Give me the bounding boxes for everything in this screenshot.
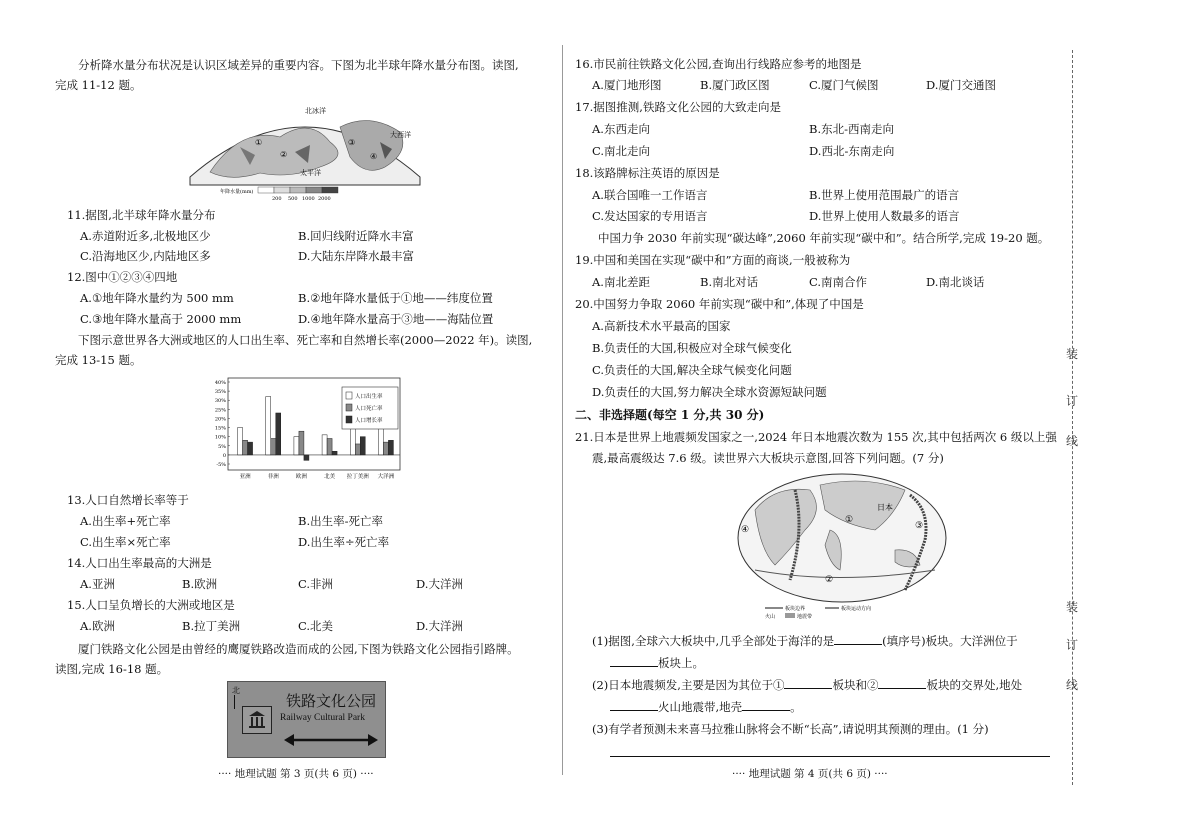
bar [360, 437, 365, 455]
category-label: 非洲 [267, 474, 279, 480]
q14-option-b[interactable]: B.欧洲 [182, 577, 218, 591]
map-label-arctic: 北冰洋 [305, 107, 326, 115]
bar [388, 440, 393, 455]
bar [327, 438, 332, 454]
q16-option-d[interactable]: D.厦门交通图 [926, 78, 996, 92]
column-divider [562, 45, 563, 775]
q15-option-b[interactable]: B.拉丁美洲 [182, 619, 241, 633]
y-tick-label: 35% [214, 389, 226, 396]
intro-text-11-12-cont: 完成 11-12 题。 [55, 78, 142, 92]
q12-option-b[interactable]: B.②地年降水量低于①地——纬度位置 [298, 291, 493, 305]
q12-option-c[interactable]: C.③地年降水量高于 2000 mm [80, 312, 242, 326]
map-label-1: ① [255, 138, 263, 147]
y-tick-label: 25% [214, 407, 226, 414]
bar [276, 413, 281, 455]
intro-text-13-15: 下图示意世界各大洲或地区的人口出生率、死亡率和自然增长率(2000—2022 年)。读图, [78, 333, 533, 347]
subquestion-2 [592, 676, 1022, 694]
subquestion-2-text5: 。 [790, 700, 802, 714]
legend-swatch [346, 416, 352, 423]
subquestion-2-cont [610, 698, 802, 716]
legend-label: 人口增长率 [355, 418, 383, 424]
plate-label-2: ② [825, 575, 834, 585]
bar [243, 440, 248, 455]
map-label-4: ④ [370, 152, 378, 161]
map-label-2: ② [280, 150, 288, 159]
bar [299, 431, 304, 455]
question-11: 11.据图,北半球年降水量分布 [67, 208, 216, 222]
q17-option-b[interactable]: B.东北-西南走向 [809, 122, 894, 136]
q18-option-b[interactable]: B.世界上使用范围最广的语言 [809, 188, 960, 202]
q17-option-c[interactable]: C.南北走向 [592, 144, 651, 158]
q19-option-d[interactable]: D.南北谈话 [926, 275, 985, 289]
bar [332, 451, 337, 455]
subquestion-2-text: (2)日本地震频发,主要是因为其位于① [592, 678, 785, 692]
q13-option-a[interactable]: A.出生率+死亡率 [80, 514, 171, 528]
q18-option-d[interactable]: D.世界上使用人数最多的语言 [809, 209, 960, 223]
q19-option-b[interactable]: B.南北对话 [700, 275, 759, 289]
legend-plate-boundary: 板块边界 [785, 606, 806, 612]
double-arrow-icon [284, 733, 378, 747]
answer-blank[interactable] [834, 633, 882, 645]
q11-option-a[interactable]: A.赤道附近多,北极地区少 [80, 229, 211, 243]
subquestion-1-text: (1)据图,全球六大板块中,几乎全部处于海洋的是 [592, 634, 835, 648]
world-plates-map [735, 470, 950, 620]
bar [322, 435, 327, 455]
y-tick-label: 15% [214, 425, 226, 432]
question-14: 14.人口出生率最高的大洲是 [67, 556, 212, 570]
plate-label-1: ① [845, 515, 854, 525]
q20-option-c[interactable]: C.负责任的大国,解决全球气候变化问题 [592, 363, 792, 377]
q16-option-c[interactable]: C.厦门气候图 [809, 78, 879, 92]
legend-value: 200 [272, 196, 282, 202]
museum-icon [242, 706, 272, 734]
bar [355, 444, 360, 455]
question-15: 15.人口呈负增长的大洲或地区是 [67, 598, 235, 612]
y-tick-label: -5% [216, 462, 226, 468]
binding-char: 线 [1066, 434, 1079, 448]
y-tick-label: 5% [218, 443, 226, 450]
y-tick-label: 40% [214, 380, 226, 386]
question-16: 16.市民前往铁路文化公园,查询出行线路应参考的地图是 [575, 57, 862, 71]
q13-option-c[interactable]: C.出生率×死亡率 [80, 535, 171, 549]
y-tick-label: 0 [222, 452, 226, 459]
q14-option-d[interactable]: D.大洋洲 [416, 577, 463, 591]
subquestion-2-text3: 板块的交界处,地处 [926, 678, 1023, 692]
q14-option-a[interactable]: A.亚洲 [80, 577, 115, 591]
q13-option-b[interactable]: B.出生率-死亡率 [298, 514, 383, 528]
page-footer-right: ···· 地理试题 第 4 页(共 6 页) ···· [732, 768, 888, 780]
answer-blank[interactable] [610, 655, 658, 667]
bar [294, 437, 299, 455]
q20-option-d[interactable]: D.负责任的大国,努力解决全球水资源短缺问题 [592, 385, 827, 399]
population-bar-chart [205, 373, 405, 485]
map-label-3: ③ [348, 138, 356, 147]
map-label-atlantic: 大西洋 [390, 131, 411, 139]
legend-swatch [346, 404, 352, 411]
binding-char: 装 [1066, 347, 1079, 361]
answer-blank[interactable] [784, 677, 832, 689]
subquestion-1-cont [610, 654, 704, 672]
q17-option-a[interactable]: A.东西走向 [592, 122, 650, 136]
q11-option-c[interactable]: C.沿海地区少,内陆地区多 [80, 249, 211, 263]
bar [248, 442, 253, 455]
plate-label-3: ③ [915, 521, 924, 531]
legend-volcano: 火山 [765, 614, 776, 620]
category-label: 拉丁美洲 [346, 474, 369, 480]
subquestion-2-text4: 火山地震带,地壳 [658, 700, 743, 714]
q13-option-d[interactable]: D.出生率÷死亡率 [298, 535, 390, 549]
subquestion-2-text2: 板块和② [832, 678, 879, 692]
category-label: 欧洲 [295, 474, 307, 480]
bar [378, 428, 383, 455]
q15-option-c[interactable]: C.北美 [298, 619, 334, 633]
legend-label: 人口出生率 [355, 394, 383, 400]
answer-blank[interactable] [742, 699, 790, 711]
north-arrow-label: 北 [232, 686, 240, 695]
binding-char: 订 [1066, 638, 1079, 652]
intro-text-19-20: 中国力争 2030 年前实现“碳达峰”,2060 年前实现“碳中和”。结合所学,完成 19-20 题。 [598, 231, 1050, 245]
intro-text-13-15-cont: 完成 13-15 题。 [55, 353, 142, 367]
answer-blank[interactable] [610, 699, 658, 711]
subquestion-1 [592, 632, 1018, 650]
page-footer-left: ···· 地理试题 第 3 页(共 6 页) ···· [218, 768, 374, 780]
bar [383, 442, 388, 455]
answer-line[interactable] [610, 756, 1050, 757]
map-label-japan: 日本 [877, 503, 893, 512]
q16-option-b[interactable]: B.厦门政区图 [700, 78, 770, 92]
answer-blank[interactable] [878, 677, 926, 689]
binding-char: 线 [1066, 678, 1079, 692]
question-13: 13.人口自然增长率等于 [67, 493, 189, 507]
category-label: 北美 [324, 474, 336, 480]
q15-option-d[interactable]: D.大洋洲 [416, 619, 463, 633]
map-label-pacific: 太平洋 [300, 169, 321, 177]
legend-value: 2000 [318, 196, 331, 202]
plate-label-4: ④ [741, 525, 750, 535]
binding-char: 装 [1066, 600, 1079, 614]
intro-text-11-12: 分析降水量分布状况是认识区域差异的重要内容。下图为北半球年降水量分布图。读图, [78, 58, 519, 72]
bar [238, 428, 243, 455]
subquestion-1-text3: 板块上。 [658, 656, 704, 670]
q20-option-a[interactable]: A.高新技术水平最高的国家 [592, 319, 731, 333]
y-tick-label: 20% [214, 416, 226, 423]
bar [350, 426, 355, 455]
question-21-cont: 震,最高震级达 7.6 级。读世界六大板块示意图,回答下列问题。(7 分) [592, 451, 944, 465]
category-label: 亚洲 [239, 474, 251, 480]
q18-option-c[interactable]: C.发达国家的专用语言 [592, 209, 708, 223]
q18-option-a[interactable]: A.联合国唯一工作语言 [592, 188, 708, 202]
y-tick-label: 10% [214, 434, 226, 441]
q19-option-a[interactable]: A.南北差距 [592, 275, 650, 289]
intro-text-16-18-cont: 读图,完成 16-18 题。 [55, 662, 169, 676]
bar [304, 455, 309, 460]
north-arrow-icon [234, 695, 235, 709]
question-18: 18.该路牌标注英语的原因是 [575, 166, 720, 180]
intro-text-16-18: 厦门铁路文化公园是由曾经的鹰厦铁路改造而成的公园,下图为铁路文化公园指引路牌。 [78, 642, 519, 656]
category-label: 大洋洲 [377, 474, 395, 480]
legend-label: 人口死亡率 [355, 406, 383, 412]
legend-value: 1000 [302, 196, 315, 202]
q12-option-d[interactable]: D.④地年降水量高于③地——海陆位置 [298, 312, 494, 326]
legend-swatch [346, 392, 352, 399]
q11-option-d[interactable]: D.大陆东岸降水最丰富 [298, 249, 414, 263]
legend-plate-motion: 板块运动方向 [841, 606, 872, 612]
binding-line [1072, 50, 1073, 785]
sign-english-name: Railway Cultural Park [280, 713, 365, 723]
question-21: 21.日本是世界上地震频发国家之一,2024 年日本地震次数为 155 次,其中包括两次 6 级以上强 [575, 430, 1057, 444]
legend-seismic-belt: 地震带 [797, 614, 813, 620]
binding-char: 订 [1066, 394, 1079, 408]
q17-option-d[interactable]: D.西北-东南走向 [809, 144, 895, 158]
q20-option-b[interactable]: B.负责任的大国,积极应对全球气候变化 [592, 341, 792, 355]
q12-option-a[interactable]: A.①地年降水量约为 500 mm [80, 291, 234, 305]
question-20: 20.中国努力争取 2060 年前实现“碳中和”,体现了中国是 [575, 297, 864, 311]
subquestion-1-text2: (填序号)板块。大洋洲位于 [882, 634, 1018, 648]
q14-option-c[interactable]: C.非洲 [298, 577, 334, 591]
bar [266, 397, 271, 455]
subquestion-3: (3)有学者预测未来喜马拉雅山脉将会不断“长高”,请说明其预测的理由。(1 分) [592, 722, 989, 736]
section-heading: 二、非选择题(每空 1 分,共 30 分) [575, 408, 765, 422]
q11-option-b[interactable]: B.回归线附近降水丰富 [298, 229, 414, 243]
legend-value: 500 [288, 196, 298, 202]
railway-park-sign [227, 681, 386, 758]
map-legend-title: 年降水量(mm) [220, 189, 254, 195]
question-12: 12.图中①②③④四地 [67, 270, 178, 284]
q16-option-a[interactable]: A.厦门地形图 [592, 78, 662, 92]
q15-option-a[interactable]: A.欧洲 [80, 619, 115, 633]
question-19: 19.中国和美国在实现“碳中和”方面的商谈,一般被称为 [575, 253, 851, 267]
y-tick-label: 30% [214, 398, 226, 405]
question-17: 17.据图推测,铁路文化公园的大致走向是 [575, 100, 781, 114]
precipitation-map [180, 97, 430, 202]
q19-option-c[interactable]: C.南南合作 [809, 275, 868, 289]
sign-chinese-name: 铁路文化公园 [286, 692, 377, 710]
bar [271, 438, 276, 454]
